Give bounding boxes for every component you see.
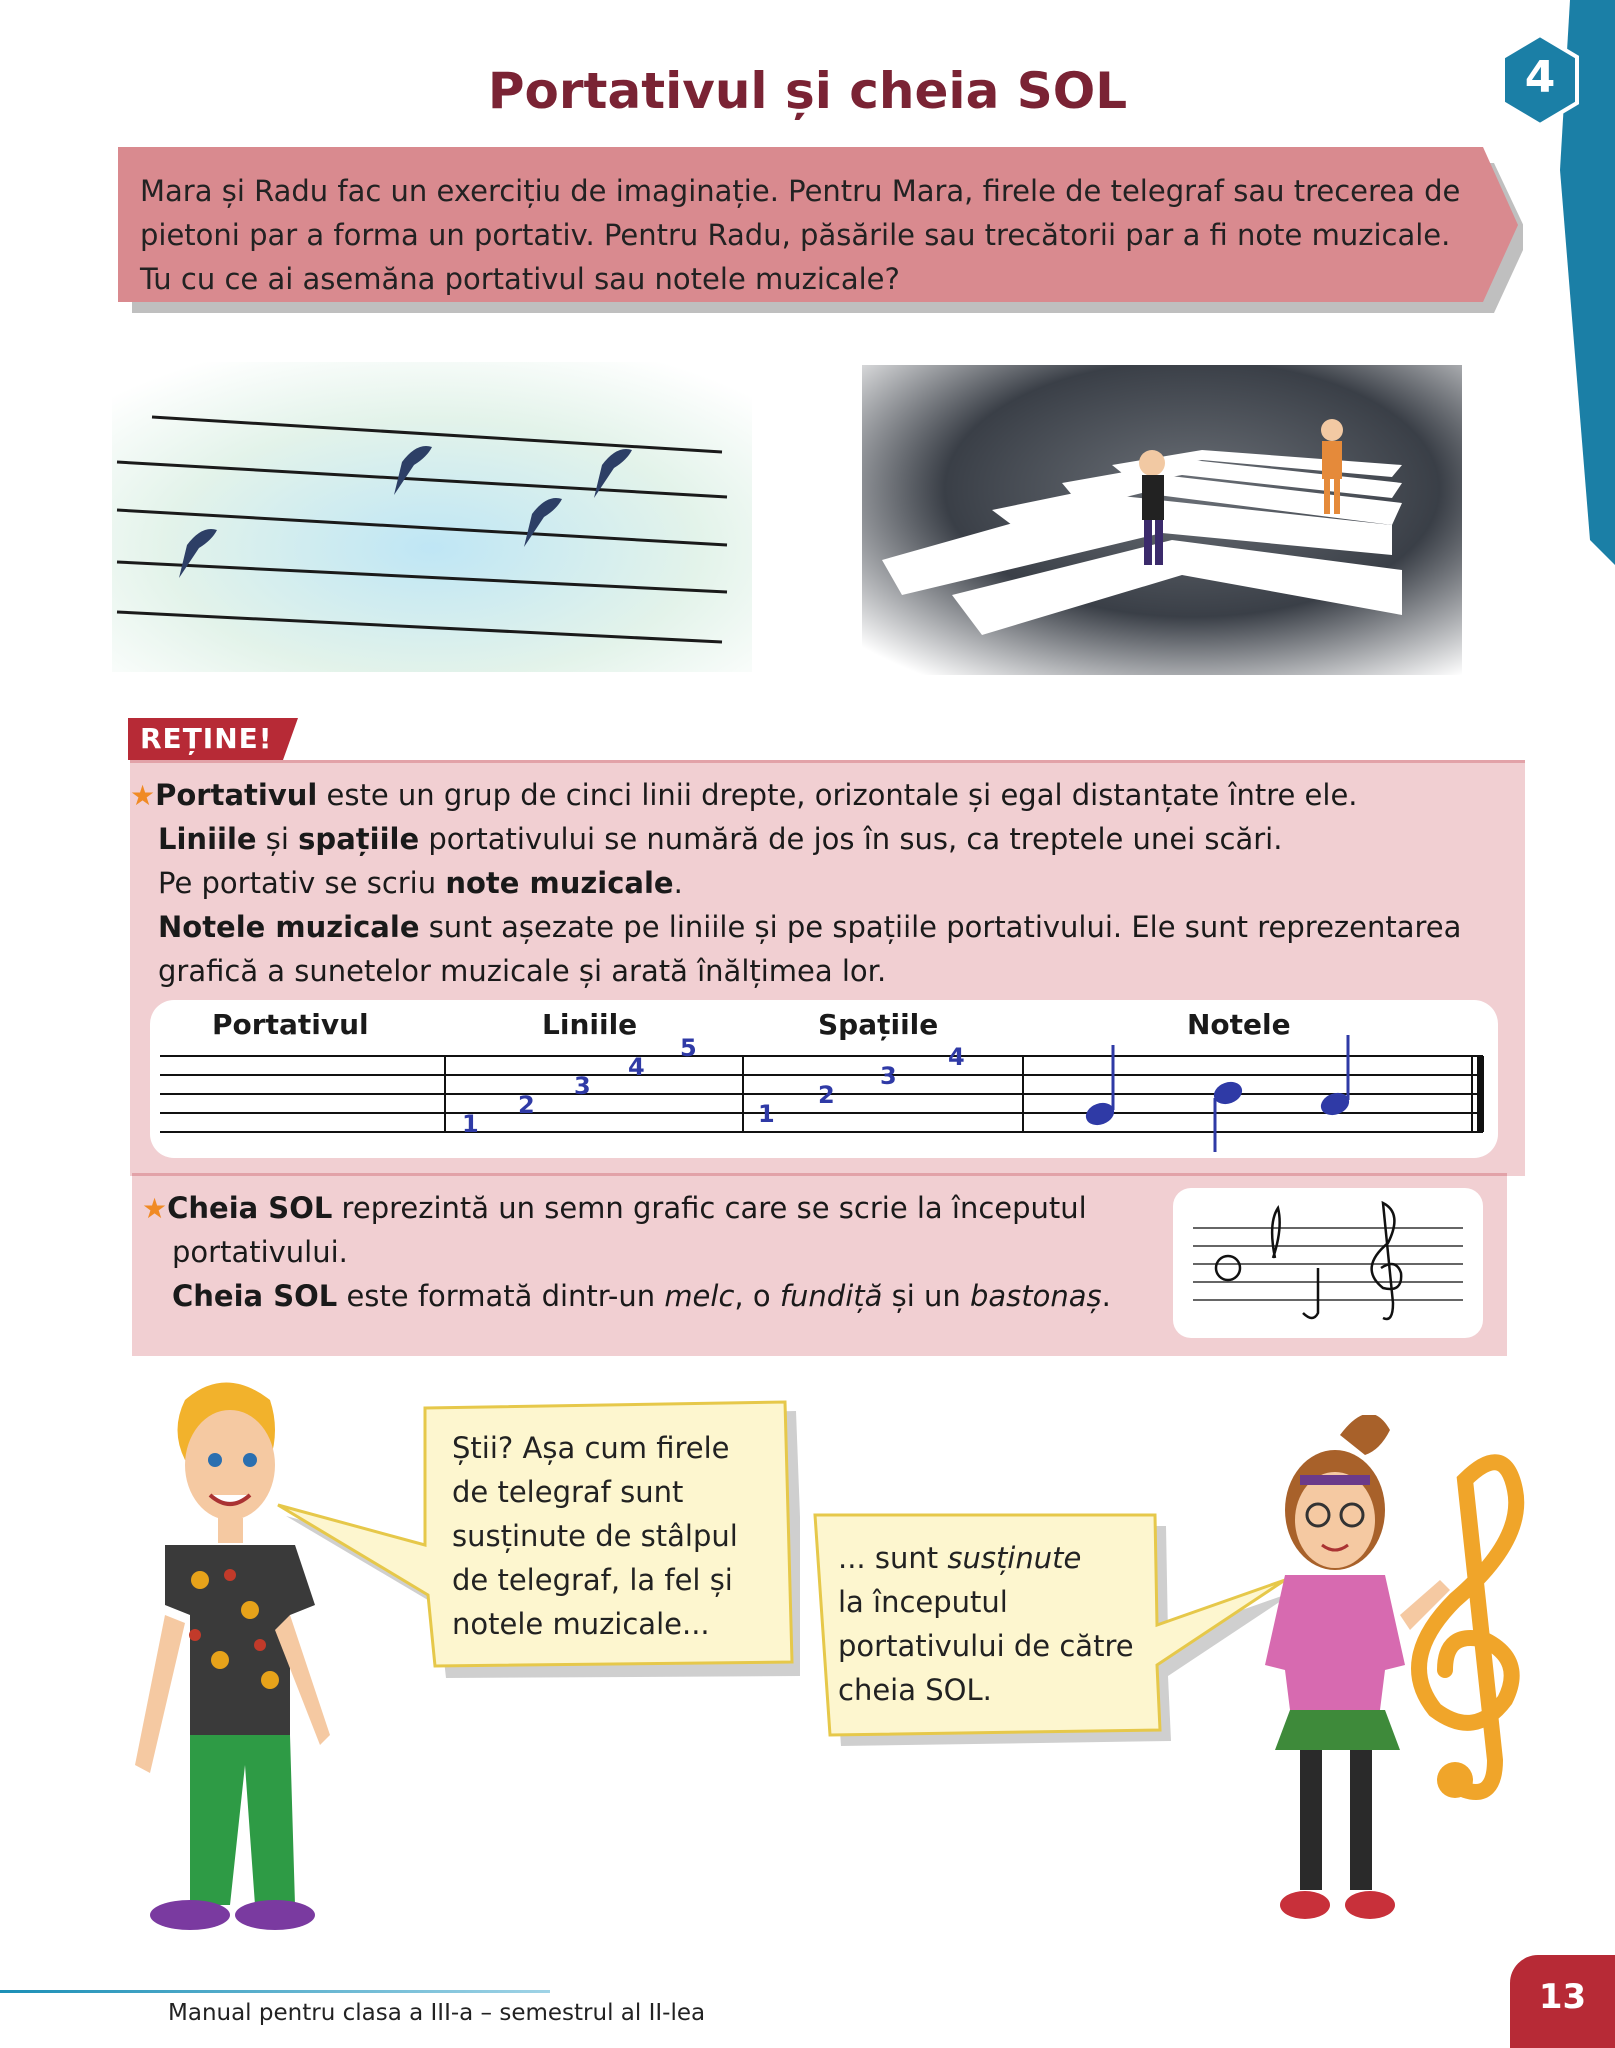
boy-bubble-line: de telegraf sunt xyxy=(452,1475,684,1509)
mara-character-illustration xyxy=(1230,1415,1490,1945)
birds-on-wires-illustration xyxy=(112,362,752,672)
staff-lines xyxy=(150,1000,1498,1158)
boy-bubble-line: susținute de stâlpul xyxy=(452,1519,738,1553)
footer-text: Manual pentru clasa a III-a – semestrul al II-lea xyxy=(168,2000,706,2026)
retine-label: REȚINE! xyxy=(128,718,285,759)
sol-line-2: portativului. xyxy=(172,1235,348,1269)
chapter-number: 4 xyxy=(1524,52,1556,103)
space-number: 1 xyxy=(758,1100,775,1128)
girl-bubble-line-3: portativului de către xyxy=(838,1629,1134,1663)
intro-line: Tu cu ce ai asemăna portativul sau notele muzicale? xyxy=(140,262,900,296)
page-number-badge xyxy=(1510,1955,1615,2048)
clef-parts-diagram xyxy=(1173,1188,1483,1338)
page-title: Portativul și cheia SOL xyxy=(487,62,1128,120)
star-icon: ★ xyxy=(142,1192,168,1225)
retine-line-5: grafică a sunetelor muzicale și arată înălțimea lor. xyxy=(158,954,887,988)
staff-header-spatiile: Spațiile xyxy=(818,1008,939,1041)
girl-bubble-line-1: ... sunt susținute xyxy=(838,1541,1082,1575)
sol-line-1: ★Cheia SOL reprezintă un semn grafic care se scrie la începutul xyxy=(142,1191,1087,1225)
footer-divider xyxy=(0,1990,550,1993)
retine-line-3: Pe portativ se scriu note muzicale. xyxy=(158,866,683,900)
star-icon: ★ xyxy=(130,779,156,812)
retine-line-1: ★Portativul este un grup de cinci linii drepte, orizontale și egal distanțate între ele. xyxy=(130,778,1358,812)
space-number: 4 xyxy=(948,1043,965,1071)
page-number: 13 xyxy=(1538,1977,1587,2017)
retine-line-2: Liniile și spațiile portativului se numără de jos în sus, ca treptele unei scări. xyxy=(158,822,1283,856)
staff-header-notele: Notele xyxy=(1187,1008,1291,1041)
sol-line-3: Cheia SOL este formată dintr-un melc, o fundiță și un bastonaș. xyxy=(172,1279,1111,1313)
staff-header-portativul: Portativul xyxy=(212,1008,369,1041)
staff-diagram xyxy=(150,1000,1498,1158)
boy-bubble-line: de telegraf, la fel și xyxy=(452,1563,733,1597)
line-number: 5 xyxy=(680,1034,697,1062)
treble-clef-icon xyxy=(1372,1203,1402,1319)
line-number: 3 xyxy=(574,1072,591,1100)
girl-bubble-line-2: la începutul xyxy=(838,1585,1008,1619)
girl-bubble-line-4: cheia SOL. xyxy=(838,1673,992,1707)
bow-part-icon xyxy=(1272,1208,1280,1258)
chapter-badge xyxy=(1495,30,1585,130)
space-number: 2 xyxy=(818,1081,835,1109)
intro-box xyxy=(118,147,1523,315)
intro-line: Mara și Radu fac un exercițiu de imaginație. Pentru Mara, firele de telegraf sau trecerea de xyxy=(140,174,1461,208)
boy-bubble-line: Știi? Așa cum firele xyxy=(452,1431,730,1465)
stick-part-icon xyxy=(1303,1268,1318,1318)
line-number: 4 xyxy=(628,1053,645,1081)
staff-header-liniile: Liniile xyxy=(542,1008,638,1041)
boy-bubble-line: notele muzicale... xyxy=(452,1607,710,1641)
retine-line-4: Notele muzicale sunt așezate pe liniile și pe spațiile portativului. Ele sunt reprezentarea xyxy=(158,910,1462,944)
line-number: 2 xyxy=(518,1091,535,1119)
space-number: 3 xyxy=(880,1062,897,1090)
snail-part-icon xyxy=(1216,1256,1240,1280)
crosswalk-illustration xyxy=(862,365,1462,675)
line-number: 1 xyxy=(462,1110,479,1138)
intro-line: pietoni par a forma un portativ. Pentru Radu, păsările sau trecătorii par a fi note muzicale. xyxy=(140,218,1451,252)
